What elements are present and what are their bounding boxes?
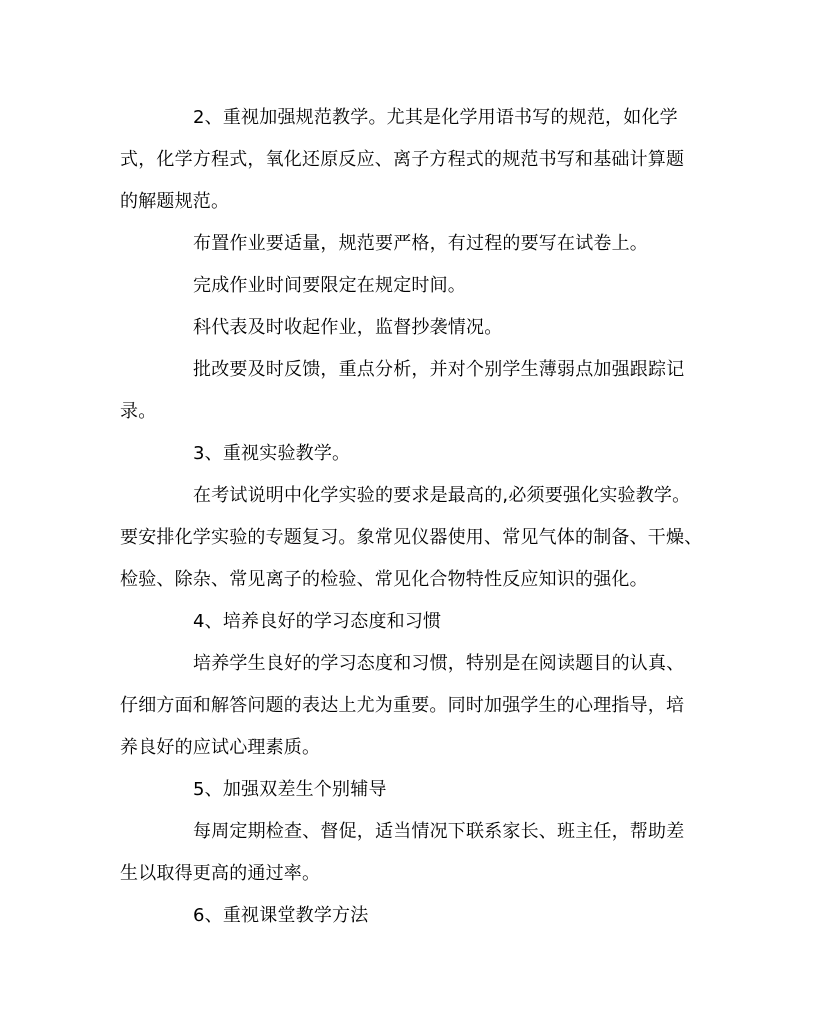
section-5-line-1: 每周定期检查、督促，适当情况下联系家长、班主任，帮助差 bbox=[193, 821, 685, 842]
section-4-line-3: 养良好的应试心理素质。 bbox=[120, 737, 321, 758]
section-4-line-2: 仔细方面和解答问题的表达上尤为重要。同时加强学生的心理指导，培 bbox=[120, 695, 685, 716]
grading-feedback-line: 批改要及时反馈，重点分析，并对个别学生薄弱点加强跟踪记 bbox=[193, 359, 685, 380]
section-5-heading: 5、加强双差生个别辅导 bbox=[193, 779, 387, 800]
section-3-line-2: 要安排化学实验的专题复习。象常见仪器使用、常见气体的制备、干燥、 bbox=[120, 527, 703, 548]
grading-feedback-line-2: 录。 bbox=[120, 401, 157, 422]
homework-collect-line: 科代表及时收起作业，监督抄袭情况。 bbox=[193, 317, 503, 338]
section-5-line-2: 生以取得更高的通过率。 bbox=[120, 863, 321, 884]
homework-amount-line: 布置作业要适量，规范要严格，有过程的要写在试卷上。 bbox=[193, 233, 648, 254]
homework-time-line: 完成作业时间要限定在规定时间。 bbox=[193, 275, 466, 296]
paragraph-2-line-2: 式，化学方程式，氧化还原反应、离子方程式的规范书写和基础计算题 bbox=[120, 149, 685, 170]
section-4-line-1: 培养学生良好的学习态度和习惯，特别是在阅读题目的认真、 bbox=[193, 653, 685, 674]
section-3-line-1: 在考试说明中化学实验的要求是最高的,必须要强化实验教学。 bbox=[193, 485, 691, 506]
paragraph-2-line-3: 的解题规范。 bbox=[120, 191, 230, 212]
section-3-heading: 3、重视实验教学。 bbox=[193, 443, 351, 464]
section-6-heading: 6、重视课堂教学方法 bbox=[193, 905, 369, 926]
section-4-heading: 4、培养良好的学习态度和习惯 bbox=[193, 611, 442, 632]
section-3-line-3: 检验、除杂、常见离子的检验、常见化合物特性反应知识的强化。 bbox=[120, 569, 648, 590]
paragraph-2-heading-line: 2、重视加强规范教学。尤其是化学用语书写的规范，如化学 bbox=[193, 107, 678, 128]
